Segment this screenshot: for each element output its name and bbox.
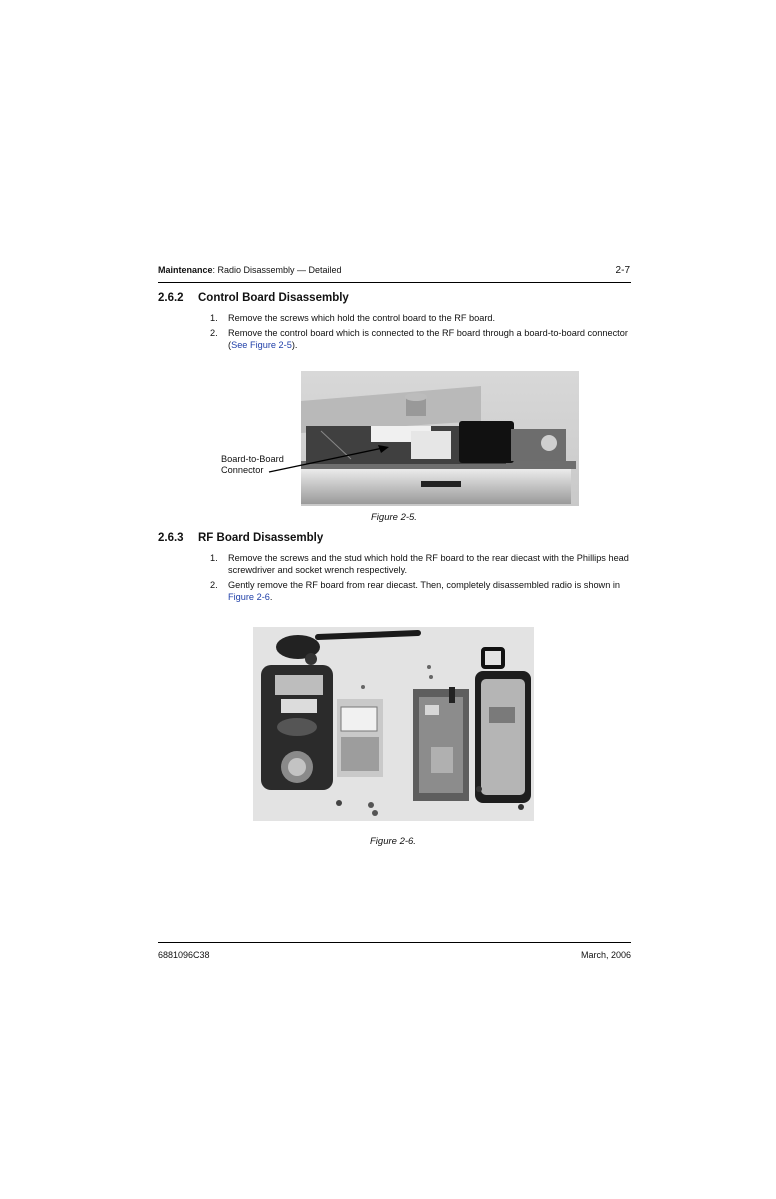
figure-2-6-link[interactable]: Figure 2-6 [228, 592, 270, 602]
figure-2-5-link[interactable]: See Figure 2-5 [231, 340, 292, 350]
step-number: 2. [210, 580, 218, 590]
header-rule [158, 282, 631, 283]
step-list-2-6-2 [210, 312, 630, 354]
section-heading-2-6-2 [158, 292, 349, 304]
figure-2-5-caption: Figure 2-5. [371, 512, 417, 523]
footer-doc-number: 6881096C38 [158, 950, 210, 960]
step-text: Remove the control board which is connected to the RF board through a board-to-board connector ( [228, 328, 628, 350]
step-number: 2. [210, 328, 218, 338]
section-number: 2.6.2 [158, 292, 184, 304]
list-item [210, 327, 630, 351]
section-number: 2.6.3 [158, 532, 184, 544]
step-number: 1. [210, 313, 218, 323]
list-item [210, 579, 630, 603]
section-heading-2-6-3 [158, 532, 323, 544]
list-item [210, 312, 630, 324]
callout-line-2: Connector [221, 465, 264, 475]
header-section-rest: : Radio Disassembly — Detailed [212, 265, 342, 275]
step-text: Gently remove the RF board from rear diecast. Then, completely disassembled radio is shown in [228, 580, 621, 590]
list-item [210, 552, 630, 576]
callout-line-1: Board-to-Board [221, 454, 284, 464]
section-title: Control Board Disassembly [198, 292, 349, 304]
running-header [158, 265, 630, 275]
step-list-2-6-3 [210, 552, 630, 606]
step-text-end: . [269, 592, 273, 602]
section-title: RF Board Disassembly [198, 532, 324, 544]
footer-date: March, 2006 [580, 950, 631, 960]
step-number: 1. [210, 553, 218, 563]
figure-2-5-photo [301, 371, 579, 506]
step-text: Remove the screws and the stud which hold the RF board to the rear diecast with the Phillips head screwdriver and socket wrench respectively. [228, 553, 629, 575]
step-text-end: ). [291, 340, 298, 350]
footer-rule [158, 942, 631, 943]
header-page-number: 2-7 [615, 265, 630, 276]
page-footer [158, 950, 631, 960]
figure-2-6-caption: Figure 2-6. [370, 836, 416, 847]
header-section-bold: Maintenance [158, 265, 213, 275]
step-text: Remove the screws which hold the control board to the RF board. [228, 313, 496, 323]
callout-arrow [265, 440, 395, 475]
figure-2-6-photo [253, 627, 534, 821]
